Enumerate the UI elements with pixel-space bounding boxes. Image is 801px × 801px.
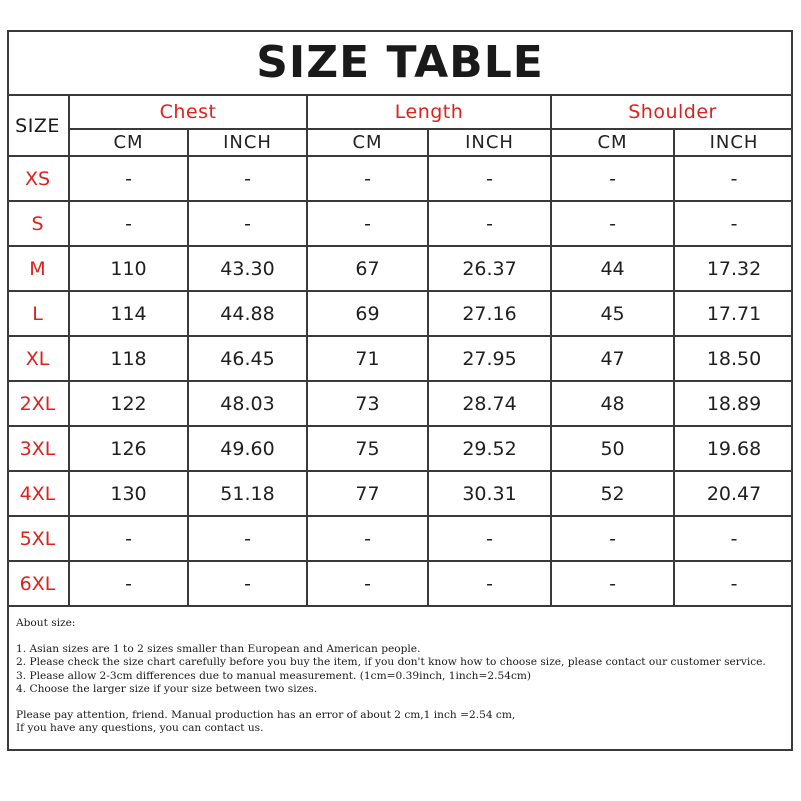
size-label: M	[7, 246, 69, 291]
table-row	[7, 471, 793, 516]
measurement-cell: -	[428, 516, 551, 561]
measurement-cell: -	[69, 561, 188, 606]
chest-header: Chest	[69, 96, 307, 129]
measurement-cell: 49.60	[188, 426, 307, 471]
measurement-cell: 45	[551, 291, 674, 336]
measurement-cell: 43.30	[188, 246, 307, 291]
measurement-cell: -	[307, 561, 428, 606]
measurement-cell: 46.45	[188, 336, 307, 381]
notes-footer-line: If you have any questions, you can contact us.	[16, 722, 264, 735]
measurement-cell: 71	[307, 336, 428, 381]
table-row	[7, 516, 793, 561]
size-label: 2XL	[7, 381, 69, 426]
size-label: S	[7, 201, 69, 246]
size-label: 5XL	[7, 516, 69, 561]
table-row	[7, 336, 793, 381]
unit-header-chest-cm: CM	[69, 129, 188, 156]
note-item: 4. Choose the larger size if your size between two sizes.	[16, 682, 318, 695]
measurement-cell: 110	[69, 246, 188, 291]
measurement-cell: 48.03	[188, 381, 307, 426]
measurement-cell: -	[551, 156, 674, 201]
measurement-cell: 44	[551, 246, 674, 291]
size-label: XS	[7, 156, 69, 201]
measurement-cell: -	[674, 561, 793, 606]
measurement-cell: 130	[69, 471, 188, 516]
measurement-cell: -	[307, 201, 428, 246]
measurement-cell: 118	[69, 336, 188, 381]
notes-footer-line: Please pay attention, friend. Manual production has an error of about 2 cm,1 inch =2.54 cm,	[16, 709, 516, 722]
measurement-cell: 20.47	[674, 471, 793, 516]
measurement-cell: 50	[551, 426, 674, 471]
measurement-cell: -	[188, 201, 307, 246]
size-label: 3XL	[7, 426, 69, 471]
measurement-cell: -	[674, 516, 793, 561]
measurement-cell: 126	[69, 426, 188, 471]
measurement-cell: 29.52	[428, 426, 551, 471]
measurement-cell: 69	[307, 291, 428, 336]
page-title: SIZE TABLE	[7, 30, 793, 96]
size-label: L	[7, 291, 69, 336]
note-item: 3. Please allow 2-3cm differences due to manual measurement. (1cm=0.39inch, 1inch=2.54cm)	[16, 669, 532, 682]
shoulder-header: Shoulder	[551, 96, 793, 129]
measurement-cell: 17.32	[674, 246, 793, 291]
note-item: 1. Asian sizes are 1 to 2 sizes smaller than European and American people.	[16, 643, 421, 656]
table-row	[7, 426, 793, 471]
measurement-cell: 75	[307, 426, 428, 471]
measurement-cell: 114	[69, 291, 188, 336]
unit-header-shoulder-cm: CM	[551, 129, 674, 156]
measurement-cell: 19.68	[674, 426, 793, 471]
measurement-cell: 27.16	[428, 291, 551, 336]
measurement-cell: -	[69, 156, 188, 201]
notes-section	[7, 607, 793, 751]
measurement-cell: 27.95	[428, 336, 551, 381]
measurement-cell: 18.50	[674, 336, 793, 381]
measurement-cell: 67	[307, 246, 428, 291]
size-label: XL	[7, 336, 69, 381]
unit-header-row	[7, 129, 793, 156]
measurement-cell: 48	[551, 381, 674, 426]
measurement-cell: -	[428, 201, 551, 246]
size-label: 4XL	[7, 471, 69, 516]
measurement-cell: 28.74	[428, 381, 551, 426]
measurement-cell: 17.71	[674, 291, 793, 336]
table-row	[7, 291, 793, 336]
unit-header-chest-inch: INCH	[188, 129, 307, 156]
unit-header-length-cm: CM	[307, 129, 428, 156]
measurement-cell: 122	[69, 381, 188, 426]
measurement-cell: -	[307, 516, 428, 561]
measurement-cell: 18.89	[674, 381, 793, 426]
measurement-cell: -	[188, 156, 307, 201]
measurement-cell: -	[188, 561, 307, 606]
measurement-cell: -	[674, 201, 793, 246]
measurement-cell: 30.31	[428, 471, 551, 516]
measurement-cell: -	[551, 561, 674, 606]
measurement-cell: 26.37	[428, 246, 551, 291]
measurement-cell: 44.88	[188, 291, 307, 336]
size-column-header: SIZE	[7, 96, 69, 156]
table-row	[7, 201, 793, 246]
table-row	[7, 381, 793, 426]
unit-header-shoulder-inch: INCH	[674, 129, 793, 156]
measurement-cell: 47	[551, 336, 674, 381]
measurement-cell: -	[307, 156, 428, 201]
group-header-row	[7, 96, 793, 129]
size-label: 6XL	[7, 561, 69, 606]
measurement-cell: 51.18	[188, 471, 307, 516]
table-row	[7, 156, 793, 201]
measurement-cell: -	[551, 201, 674, 246]
measurement-cell: -	[188, 516, 307, 561]
measurement-cell: -	[69, 516, 188, 561]
measurement-cell: 77	[307, 471, 428, 516]
size-table	[7, 96, 793, 607]
measurement-cell: 52	[551, 471, 674, 516]
measurement-cell: -	[428, 156, 551, 201]
measurement-cell: -	[69, 201, 188, 246]
measurement-cell: 73	[307, 381, 428, 426]
table-row	[7, 246, 793, 291]
measurement-cell: -	[428, 561, 551, 606]
notes-heading: About size:	[16, 617, 76, 629]
note-item: 2. Please check the size chart carefully before you buy the item, if you don't know how to choose size, please contact our customer service.	[16, 656, 766, 669]
table-row	[7, 561, 793, 606]
length-header: Length	[307, 96, 551, 129]
size-rows	[7, 156, 793, 606]
unit-header-length-inch: INCH	[428, 129, 551, 156]
measurement-cell: -	[674, 156, 793, 201]
measurement-cell: -	[551, 516, 674, 561]
